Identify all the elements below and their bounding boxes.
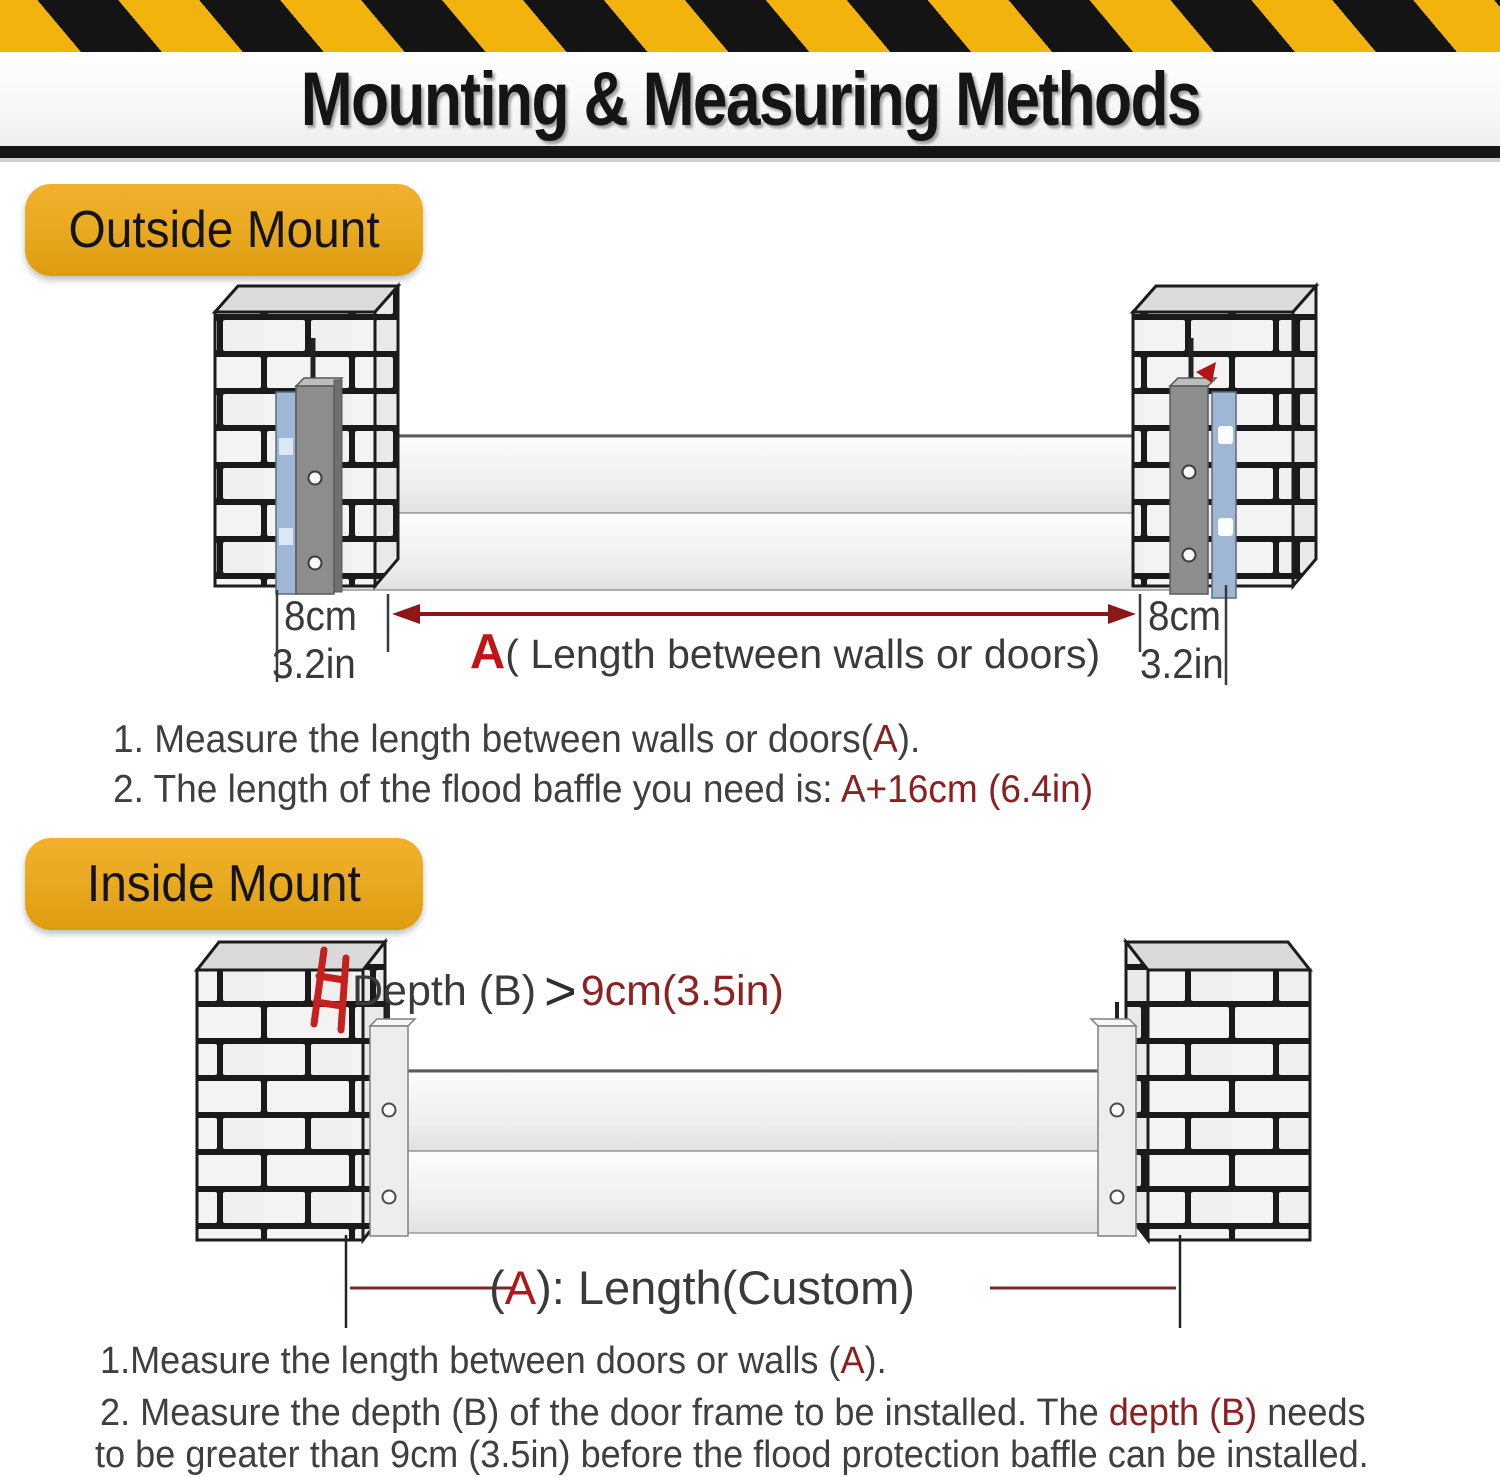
outside-right-offset-cm: 8cm xyxy=(1148,592,1222,639)
outside-mount-badge xyxy=(25,184,423,276)
title-band xyxy=(0,52,1500,146)
inside-left-bracket xyxy=(370,1002,415,1236)
span-length-accent: A xyxy=(469,625,506,679)
inside-step-2-continuation: to be greater than 9cm (3.5in) before the flood protection baffle can be installed. xyxy=(95,1434,1369,1476)
screw xyxy=(309,557,322,570)
length-custom-label xyxy=(412,1260,992,1315)
inside-step-2-text: 2. Measure the depth (B) of the door frame to be installed. The xyxy=(100,1392,1109,1434)
seal-pad xyxy=(1218,426,1233,444)
screw xyxy=(1111,1104,1124,1117)
span-length-text: ( Length between walls or doors) xyxy=(505,631,1101,677)
screw xyxy=(383,1191,396,1204)
arrow-head-right-icon xyxy=(1108,604,1136,624)
outside-step-1-accent: A xyxy=(872,718,898,761)
screw xyxy=(309,472,322,485)
outside-left-offset-in: 3.2in xyxy=(272,640,356,687)
screw xyxy=(1183,549,1196,562)
inside-step-2-line-2 xyxy=(95,1434,1369,1477)
inside-step-1-accent: A xyxy=(840,1340,865,1382)
outside-step-1-text: 1. Measure the length between walls or doors( xyxy=(113,718,873,761)
outside-step-2 xyxy=(113,768,1093,812)
seal-pad xyxy=(1218,518,1233,536)
length-accent: A xyxy=(504,1261,537,1314)
outside-left-offset-cm: 8cm xyxy=(284,592,358,639)
inside-step-1-text: 1.Measure the length between doors or walls ( xyxy=(100,1340,841,1382)
arrow-head-left-icon xyxy=(392,604,420,624)
inside-step-2-suffix: needs xyxy=(1257,1392,1366,1434)
span-length-label xyxy=(420,624,1150,680)
inside-right-pillar xyxy=(1126,942,1310,1240)
page-title: Mounting & Measuring Methods xyxy=(300,56,1200,142)
seal-strip xyxy=(276,392,296,594)
outside-step-2-text: 2. The length of the flood baffle you need is: xyxy=(113,768,841,811)
inside-right-bracket xyxy=(1091,1002,1136,1236)
inside-step-1-suffix: ). xyxy=(864,1340,887,1382)
outside-right-offset-in: 3.2in xyxy=(1140,640,1224,687)
seal-strip xyxy=(1212,392,1236,598)
outside-flood-barrier xyxy=(333,435,1173,590)
inside-mount-badge-label: Inside Mount xyxy=(87,855,361,913)
inside-step-2-line-1 xyxy=(100,1392,1366,1435)
length-suffix: ): Length(Custom) xyxy=(536,1261,915,1314)
inside-step-2-accent: depth (B) xyxy=(1108,1392,1258,1434)
title-underline-shadow xyxy=(0,158,1500,162)
hazard-stripe-banner xyxy=(0,0,1500,52)
length-prefix: ( xyxy=(489,1261,505,1314)
seal-pad xyxy=(279,438,293,455)
outside-step-2-accent: A+16cm (6.4in) xyxy=(840,768,1094,811)
screw xyxy=(1183,466,1196,479)
inside-flood-barrier xyxy=(406,1070,1102,1233)
title-underline xyxy=(0,146,1500,158)
inside-step-1 xyxy=(100,1340,887,1383)
outside-step-1 xyxy=(113,718,920,762)
depth-value: 9cm(3.5in) xyxy=(580,967,784,1015)
inside-mount-badge xyxy=(25,838,423,930)
outside-mount-badge-label: Outside Mount xyxy=(68,201,380,259)
greater-than-sign: > xyxy=(544,959,577,1022)
screw xyxy=(1111,1191,1124,1204)
depth-requirement-label xyxy=(352,958,784,1023)
outside-step-1-suffix: ). xyxy=(897,718,921,761)
depth-prefix: Depth (B) xyxy=(352,967,537,1015)
seal-pad xyxy=(279,528,293,545)
screw xyxy=(383,1104,396,1117)
